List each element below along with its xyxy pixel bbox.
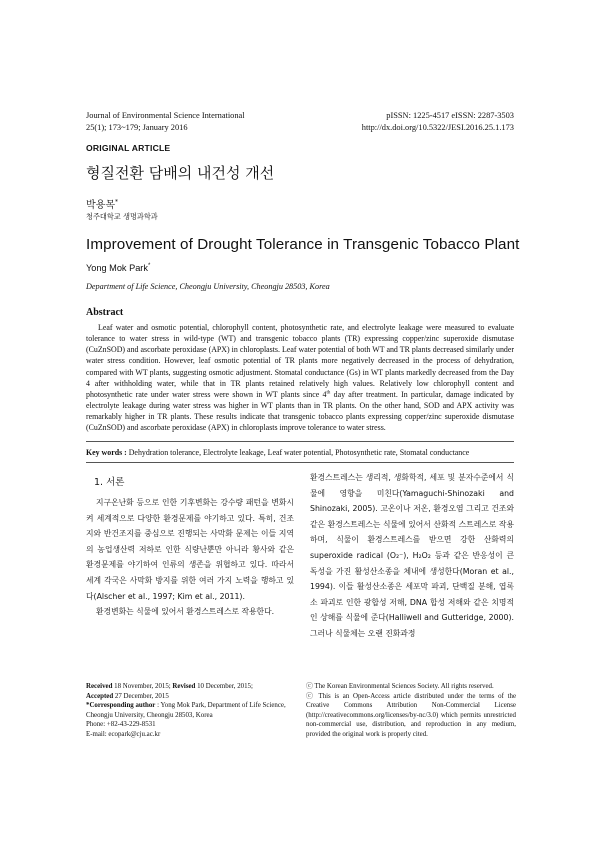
author-english-name: Yong Mok Park [86,263,148,274]
section-heading-introduction: 1. 서론 [94,477,125,488]
intro-paragraph-1: 지구온난화 등으로 인한 기후변화는 강수량 패턴을 변화시켜 세계적으로 다양한 환경문제를 야기하고 있다. 특히, 건조지와 반건조지를 중심으로 진행되는 사막화 문제는 이들 지역의 농업생산력 저하로 인한 식량난뿐만 아니라 황사와 같은 환경문제를 야기하여 인류의 생존을 위협하고 있다. 따라서 세계 각국은 사막화 방지를 위한 여러 가지 노력을 행하고 있다(Alscher et al., 1997; Kim et al., 2011). [86,498,294,601]
keywords [86,448,516,457]
intro-paragraph-continued: 환경스트레스는 생리적, 생화학적, 세포 및 분자수준에서 식물에 영향을 미친다(Yamaguchi-Shinozaki and Shinozaki, 2005). 고온이나 저온, 환경오염 그리고 건조와 같은 환경스트레스는 식물에 있어서 산화적 스트레스로 작용하며, 식물이 환경스트레스를 받으면 강한 산화력의 superoxide radical (O₂⁻), H₂O₂ 등과 같은 반응성이 큰 독성을 가진 활성산소종을 체내에 생성한다(Moran et al., 1994). 이들 활성산소종은 세포막 파괴, 단백질 분해, 엽록소 파괴로 인한 광합성 저해, DNA 합성 저해와 같은 치명적인 상해를 식물에 준다(Halliwell and Gutteridge, 2000). 그러나 식물체는 오랜 진화과정 [310,473,514,638]
keywords-text: Dehydration tolerance, Electrolyte leakage, Leaf water potential, Photosynthetic rate, Stomatal conductance [126,448,470,457]
keywords-label: Key words : [86,448,127,457]
corresponding-label: *Corresponding author [86,702,156,710]
journal-issue: 25(1); 173~179; January 2016 [86,123,188,132]
phone: Phone: +82-43-229-8531 [86,721,156,729]
corresponding-author [86,701,286,720]
dates-line-2 [86,692,286,702]
keywords-top-rule [86,441,514,442]
abstract-body [86,322,514,434]
copyright-line-1: ⓒ The Korean Environmental Sciences Society. All rights reserved. [306,683,494,690]
author-korean-name: 박용목 [86,200,115,211]
author-mark: * [114,198,118,206]
copyright-notice [306,682,516,740]
journal-name: Journal of Environmental Science International [86,111,245,120]
article-type: ORIGINAL ARTICLE [86,143,171,153]
revised-label: Revised [172,683,196,690]
corresponding-text: : Yong Mok Park, Department of Life Science, Cheongju University, Cheongju 28503, Korea [86,702,286,719]
journal-header-right [362,110,514,134]
received-date: 18 November, 2015; [112,683,173,690]
dates-line-1 [86,682,286,692]
copyright-line-2: ⓒ This is an Open-Access article distributed under the terms of the Creative Commons Attribution Non-Commercial License (http://creativecommons.org/licenses/by-nc/3.0) which permits unrestricted non-commercial use, distribution, and reproduction in any medium, provided the original work is properly cited. [306,692,516,738]
body-column-left [86,495,294,620]
abstract-heading: Abstract [86,307,124,318]
accepted-date: 27 December, 2015 [113,692,169,700]
author-english-mark: * [147,263,151,269]
journal-issn: pISSN: 1225-4517 eISSN: 2287-3503 [386,111,514,120]
email[interactable]: E-mail: ecopark@cju.ac.kr [86,730,161,738]
body-column-right [310,470,514,642]
title-korean: 형질전환 담배의 내건성 개선 [86,164,275,182]
keywords-bottom-rule [86,462,514,463]
intro-paragraph-2: 환경변화는 식물에 있어서 환경스트레스로 작용한다. [96,607,275,617]
affiliation-english: Department of Life Science, Cheongju University, Cheongju 28503, Korea [86,282,330,291]
author-korean [86,196,118,211]
affiliation-korean: 청주대학교 생명과학과 [86,212,158,221]
journal-doi[interactable]: http://dx.doi.org/10.5322/JESI.2016.25.1.173 [361,123,514,132]
accepted-label: Accepted [86,692,114,700]
author-english [86,263,150,273]
received-label: Received [86,683,113,690]
journal-header-left [86,110,245,134]
revised-date: 10 December, 2015; [195,683,253,690]
title-english: Improvement of Drought Tolerance in Transgenic Tobacco Plant [86,236,520,253]
abstract-text-2: day after treatment. In particular, damage indicated by electrolyte leakage during water stress was higher in WT plants than in TR plants. On the other hand, SOD and APX activity was remarkably higher in TR plants. These results indicate that transgenic tobacco plants expressing copper/zinc superoxide dismutase (CuZnSOD) and ascorbate peroxidase (APX) in chloroplasts improve tolerance to water stress. [86,389,514,433]
footnote-correspondence [86,682,286,740]
abstract-superscript: th [326,390,331,396]
abstract-text-1: Leaf water and osmotic potential, chlorophyll content, photosynthetic rate, and electrolyte leakage were measured to evaluate tolerance to water stress in wild-type (WT) and transgenic tobacco plants (TR) expressing copper/zinc superoxide dismutase (CuZnSOD) and ascorbate peroxidase (APX) in chloroplasts. Leaf water potential of both WT and TR plants decreased similarly under water stress condition. However, leaf osmotic potential of TR plants more negatively decreased in the process of dehydration, compared with WT plants, suggesting osmotic adjustment. Stomatal conductance (Gs) in WT plants markedly decreased from the Day 4 after withholding water, while that in TR plants retained relatively high values. Relatively low chlorophyll content and photosynthetic rate under water stress were shown in WT plants since 4 [86,323,514,399]
